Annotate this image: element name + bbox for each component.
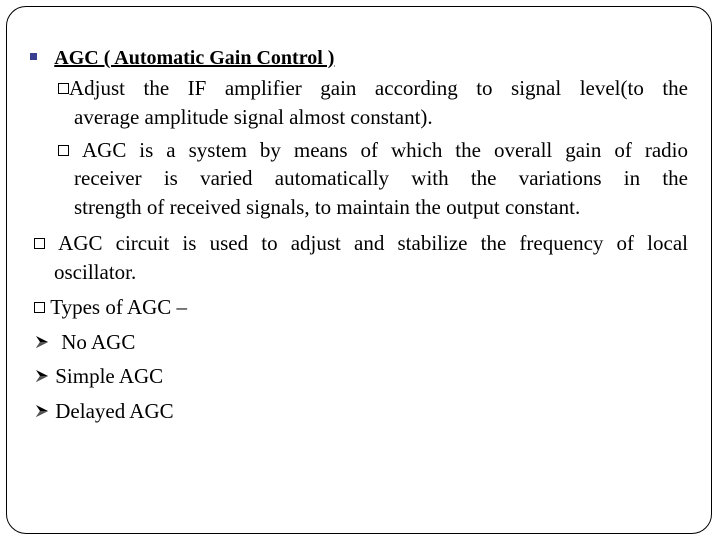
- type-item-simple-agc: Simple AGC: [34, 363, 163, 389]
- box-bullet-icon: [34, 302, 45, 313]
- main-point-1-line-1: AGC circuit is used to adjust and stabilize the frequency of local: [34, 230, 688, 256]
- square-bullet-icon: [30, 53, 37, 60]
- arrow-bullet-icon: [34, 334, 50, 350]
- sub-point-2-line-1: AGC is a system by means of which the overall gain of radio: [58, 137, 688, 163]
- slide-title: AGC ( Automatic Gain Control ): [54, 47, 335, 69]
- main-point-2: Types of AGC –: [34, 294, 187, 320]
- type-item-delayed-agc: Delayed AGC: [34, 398, 174, 424]
- sub-point-2-line-2: receiver is varied automatically with the variations in the: [74, 166, 688, 190]
- box-bullet-icon: [58, 83, 69, 94]
- type-item-no-agc: No AGC: [34, 329, 135, 355]
- arrow-bullet-icon: [34, 403, 50, 419]
- sub-point-1-line-1: Adjust the IF amplifier gain according to signal level(to the: [58, 75, 688, 101]
- sub-point-2-line-3: strength of received signals, to maintain the output constant.: [74, 195, 581, 219]
- main-point-1-line-2: oscillator.: [54, 260, 137, 284]
- box-bullet-icon: [34, 238, 45, 249]
- arrow-bullet-icon: [34, 368, 50, 384]
- box-bullet-icon: [58, 145, 69, 156]
- title-row: [30, 44, 334, 71]
- sub-point-1-line-2: average amplitude signal almost constant).: [74, 105, 433, 129]
